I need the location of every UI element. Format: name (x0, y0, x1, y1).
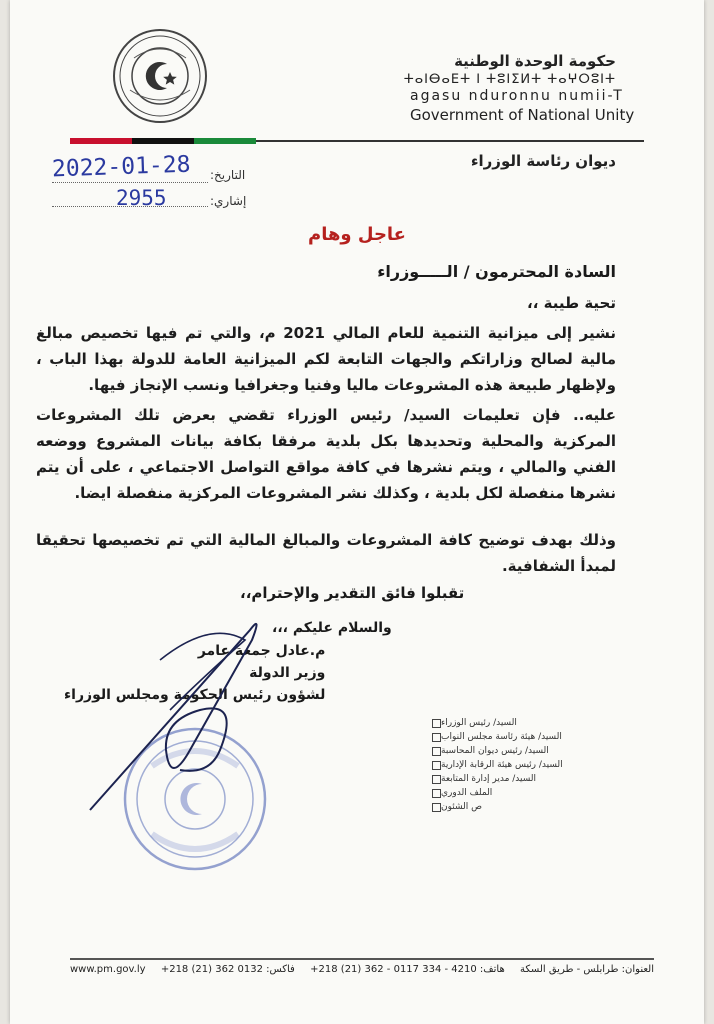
government-name-tifinagh: ⵜⴰⵏⴱⴰⴹⵜ ⵏ ⵜⵓⵏⵉⵍⵜ ⵜⴰⵖⵔⵓⵏⵜ (403, 72, 616, 87)
cc-item-label: السيد/ رئيس ديوان المحاسبة (441, 746, 549, 756)
checkbox-icon (432, 803, 441, 812)
cc-item (428, 786, 668, 800)
date-line (52, 182, 208, 183)
reference-value: 2955 (116, 186, 167, 210)
footer-address: العنوان: طرابلس - طريق السكة (520, 964, 654, 975)
handwritten-signature (70, 600, 300, 820)
flag-stripe-red (70, 138, 132, 144)
cc-item-label: السيد/ هيئة رئاسة مجلس النواب (441, 732, 562, 742)
cc-item-label: ص الشئون (441, 802, 482, 812)
date-label: التاريخ: (210, 168, 246, 182)
checkbox-icon (432, 761, 441, 770)
cc-item-label: السيد/ مدير إدارة المتابعة (441, 774, 536, 784)
checkbox-icon (432, 719, 441, 728)
cc-item (428, 716, 668, 730)
cc-item (428, 730, 668, 744)
greeting: تحية طيبة ،، (527, 294, 616, 312)
footer-contact (70, 964, 654, 975)
footer-divider (70, 958, 654, 960)
reference-label: إشاري: (210, 194, 247, 208)
body-paragraph-1: نشير إلى ميزانية التنمية للعام المالي 2021 م، والتي تم فيها تخصيص مبالغ مالية لصالح وزاراتكم والجهات التابعة لكم الميزانية العامة للدولة بهذا الباب ، ولإظهار طبيعة هذه المشروعات ماليا وفنيا وجغرافيا ونسب الإنجاز فيها. (36, 324, 616, 394)
cc-item (428, 744, 668, 758)
date-value: 2022-01-28 (51, 151, 191, 183)
addressee: السادة المحترمون / الـــــوزراء (377, 262, 616, 281)
letter-page (10, 0, 704, 1024)
flag-stripe-green (194, 138, 256, 144)
government-name-english: Government of National Unity (410, 106, 635, 124)
body-paragraph-3: وذلك بهدف توضيح كافة المشروعات والمبالغ المالية التي تم تخصيصها تحقيقا لمبدأ الشفافية. (36, 531, 616, 575)
checkbox-icon (432, 789, 441, 798)
footer-phone: هاتف: 4210 - 334 0117 - 362 (21) 218+ (310, 964, 505, 975)
salutation: والسلام عليكم ،،، (272, 620, 392, 636)
government-name-amazigh-latin: agasu nduronnu numii-T (410, 88, 624, 104)
cc-item-label: الملف الدوري (441, 788, 493, 798)
closing-line: تقبلوا فائق التقدير والإحترام،، (240, 584, 465, 602)
cc-item-label: السيد/ رئيس هيئة الرقابة الإدارية (441, 760, 563, 770)
office-name: ديوان رئاسة الوزراء (470, 152, 616, 170)
signatory-office: لشؤون رئيس الحكومة ومجلس الوزراء (64, 687, 326, 703)
cc-item-label: السيد/ رئيس الوزراء (441, 718, 517, 728)
footer-web: www.pm.gov.ly (70, 964, 146, 975)
checkbox-icon (432, 733, 441, 742)
cc-item (428, 758, 668, 772)
urgent-heading: عاجل وهام (308, 224, 406, 245)
checkbox-icon (432, 775, 441, 784)
header-divider (256, 140, 644, 142)
copy-distribution-list (428, 716, 668, 814)
flag-color-bar (70, 138, 256, 144)
body-paragraph-2: عليه.. فإن تعليمات السيد/ رئيس الوزراء تقضي بعرض تلك المشروعات المركزية والمحلية وتحديدها بكل بلدية مرفقا بكافة بيانات المشروع ووضعه الفني والمالي ، ويتم نشرها في كافة مواقع التواصل الاجتماعي ، على أن يتم نشرها منفصلة لكل بلدية ، وكذلك نشر المشروعات المركزية منفصلة ايضا. (36, 406, 616, 502)
checkbox-icon (432, 747, 441, 756)
government-emblem-icon (112, 28, 208, 124)
signatory-name: م.عادل جمعة عامر (197, 643, 326, 659)
footer-fax: فاكس: 0132 362 (21) 218+ (160, 964, 295, 975)
government-name-arabic: حكومة الوحدة الوطنية (454, 52, 616, 70)
signatory-title: وزير الدولة (249, 665, 326, 681)
cc-item (428, 772, 668, 786)
cc-item (428, 800, 668, 814)
flag-stripe-black (132, 138, 194, 144)
